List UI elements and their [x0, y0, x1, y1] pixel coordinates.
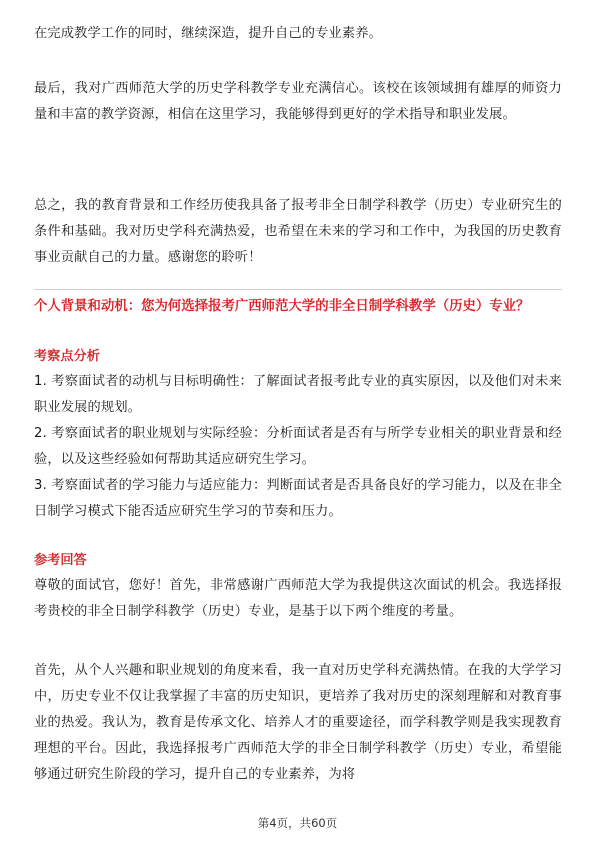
- intro-paragraph-1: 在完成教学工作的同时，继续深造，提升自己的专业素养。: [34, 26, 383, 41]
- intro-paragraph-2: 最后，我对广西师范大学的历史学科教学专业充满信心。该校在该领域拥有雄厚的师资力量和丰富的教学资源，相信在这里学习，我能够得到更好的学术指导和职业发展。: [34, 81, 562, 122]
- answer-paragraph-2: 首先，从个人兴趣和职业规划的角度来看，我一直对历史学科充满热情。在我的大学学习中，历史专业不仅让我掌握了丰富的历史知识，更培养了我对历史的深刻理解和对教育事业的热爱。我认为，教育是传承文化、培养人才的重要途径，而学科教学则是我实现教育理想的平台。因此，我选择报考广西师范大学的非全日制学科教学（历史）专业，希望能够通过研究生阶段的学习，提升自己的专业素养，为将: [34, 663, 562, 782]
- page-footer: 第4页，共60页: [257, 816, 338, 830]
- analysis-item: 1. 考察面试者的动机与目标明确性：了解面试者报考此专业的真实原因，以及他们对未来职业发展的规划。: [34, 374, 562, 415]
- section-divider: [34, 289, 562, 290]
- analysis-item: 3. 考察面试者的学习能力与适应能力：判断面试者是否具备良好的学习能力，以及在非全日制学习模式下能否适应研究生学习的节奏和压力。: [34, 478, 562, 519]
- question-heading: 个人背景和动机：您为何选择报考广西师范大学的非全日制学科教学（历史）专业？: [34, 299, 530, 314]
- analysis-item: 2. 考察面试者的职业规划与实际经验：分析面试者是否有与所学专业相关的职业背景和经验，以及这些经验如何帮助其适应研究生学习。: [34, 426, 562, 467]
- answer-paragraph-1: 尊敬的面试官，您好！首先，非常感谢广西师范大学为我提供这次面试的机会。我选择报考贵校的非全日制学科教学（历史）专业，是基于以下两个维度的考量。: [34, 578, 562, 619]
- answer-heading: 参考回答: [34, 553, 87, 568]
- analysis-list: [34, 369, 562, 525]
- intro-paragraph-3: 总之，我的教育背景和工作经历使我具备了报考非全日制学科教学（历史）专业研究生的条件和基础。我对历史学科充满热爱，也希望在未来的学习和工作中，为我国的历史教育事业贡献自己的力量。感谢您的聆听！: [34, 198, 562, 265]
- analysis-heading: 考察点分析: [34, 349, 100, 364]
